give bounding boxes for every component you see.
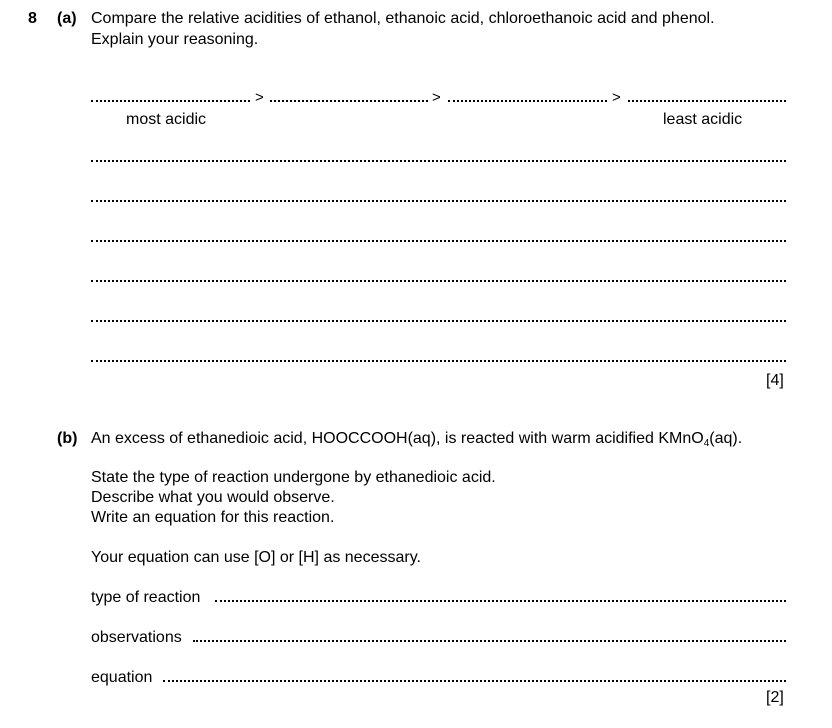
part-b-prompt [91,429,742,449]
answer-blank-1[interactable] [91,100,250,102]
type-of-reaction-line[interactable] [215,600,786,602]
question-number: 8 [28,10,37,27]
part-b-label: (b) [57,430,78,447]
answer-line-6[interactable] [91,360,786,362]
greater-than-2: > [432,89,441,106]
least-acidic-label: least acidic [663,111,743,128]
instruction-write: Write an equation for this reaction. [91,509,335,526]
part-b-prompt-main: An excess of ethanedioic acid, HOOCCOOH(aq), is reacted with warm acidified KMnO [91,430,704,447]
type-of-reaction-label: type of reaction [91,589,201,606]
answer-line-3[interactable] [91,240,786,242]
answer-blank-3[interactable] [448,100,607,102]
answer-blank-2[interactable] [270,100,428,102]
instruction-state: State the type of reaction undergone by ethanedioic acid. [91,469,496,486]
part-a-prompt: Compare the relative acidities of ethanol, ethanoic acid, chloroethanoic acid and phenol. [91,10,715,27]
part-b-marks: [2] [766,689,784,706]
greater-than-1: > [255,89,264,106]
answer-line-5[interactable] [91,320,786,322]
answer-blank-4[interactable] [628,100,786,102]
part-a-prompt-continued: Explain your reasoning. [91,31,259,48]
answer-line-2[interactable] [91,200,786,202]
part-a-label: (a) [57,10,77,27]
part-b-prompt-end: (aq). [709,430,743,447]
observations-label: observations [91,629,182,646]
equation-line[interactable] [163,680,786,682]
part-b-prompt-subscript: 4 [703,438,710,449]
part-a-marks: [4] [766,372,784,389]
greater-than-3: > [612,89,621,106]
equation-label: equation [91,669,153,686]
observations-line[interactable] [193,640,786,642]
most-acidic-label: most acidic [126,111,207,128]
instruction-describe: Describe what you would observe. [91,489,335,506]
equation-note: Your equation can use [O] or [H] as necessary. [91,549,421,566]
answer-line-4[interactable] [91,280,786,282]
answer-line-1[interactable] [91,160,786,162]
